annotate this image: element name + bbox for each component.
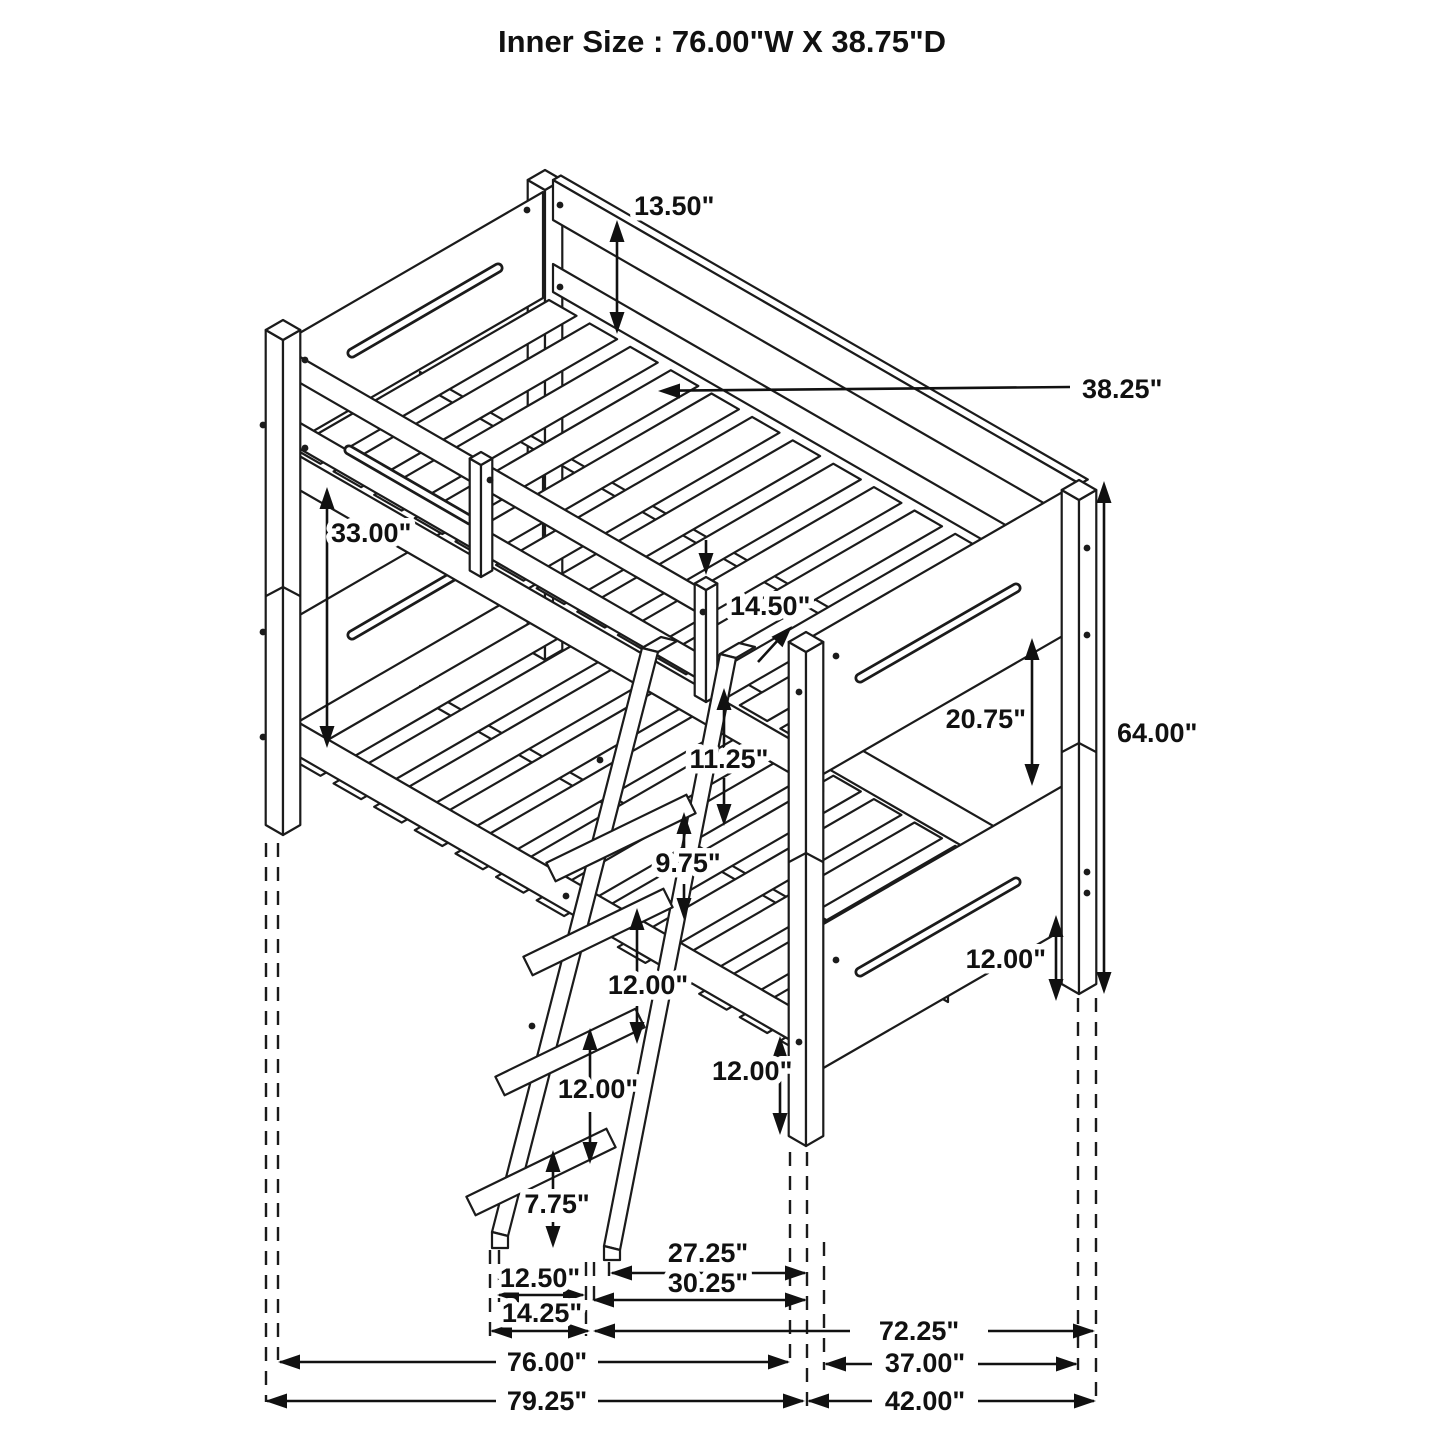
left-post-right-face [283, 330, 300, 835]
dim-overall-width: 79.25" [506, 1386, 588, 1416]
arrowhead [1025, 764, 1040, 786]
dim-footboard-panel: 20.75" [945, 704, 1026, 734]
arrowhead [1049, 979, 1064, 1001]
dim-inner-depth-slats: 38.25" [1082, 374, 1163, 404]
dim-front-post-clearance: 12.00" [712, 1056, 793, 1086]
ladder-foot-left [492, 1232, 508, 1248]
arrowhead [785, 1266, 807, 1281]
arrowhead [773, 1113, 788, 1135]
arrowhead [824, 1357, 846, 1372]
screw-dot [557, 284, 564, 291]
arrowhead [785, 1293, 807, 1308]
right-post-right-face [1079, 490, 1096, 994]
dim-overall-depth: 42.00" [884, 1386, 966, 1416]
dim-rung-spacing-mid: 12.00" [607, 970, 689, 1000]
dim-rail-top-to-slats: 13.50" [634, 191, 715, 221]
screw-dot [487, 477, 494, 484]
dim-guardrail-height: 14.50" [730, 591, 811, 621]
screw-dot [302, 445, 309, 452]
arrowhead [807, 1394, 829, 1409]
dim-inner-width: 76.00" [506, 1347, 588, 1377]
arrowhead [1056, 1357, 1078, 1372]
diagram-title: Inner Size : 76.00"W X 38.75"D [497, 24, 947, 59]
dim-ladder-to-post: 27.25" [667, 1238, 749, 1268]
arrowhead [768, 1355, 790, 1370]
screw-dot [597, 757, 604, 764]
guard-end-post-left-face [695, 584, 706, 703]
dim-ladder-span: 30.25" [667, 1268, 749, 1298]
arrowhead [1097, 972, 1112, 994]
dim-side-floor-clearance: 12.00" [965, 944, 1046, 974]
screw-dot [260, 629, 267, 636]
left-post-left-face [266, 330, 283, 835]
dim-rung-spacing-lower: 12.00" [557, 1074, 639, 1104]
dim-bunk-to-bunk: 33.00" [331, 518, 412, 548]
arrowhead [783, 1394, 805, 1409]
arrowhead [278, 1355, 300, 1370]
right-post-left-face [1062, 490, 1079, 994]
screw-dot [1084, 545, 1091, 552]
screw-dot [557, 202, 564, 209]
dim-footboard-span: 37.00" [884, 1348, 966, 1378]
guard-end-post-mid-left-face [470, 459, 481, 578]
dim-rung-spacing-top: 9.75" [655, 848, 721, 878]
screw-dot [700, 609, 707, 616]
screw-dot [524, 207, 531, 214]
dim-ladder-width: 12.50" [499, 1263, 581, 1293]
dim-ladder-overhang: 14.25" [501, 1298, 583, 1328]
arrowhead [546, 1226, 561, 1248]
dim-overall-height: 64.00" [1117, 718, 1198, 748]
guard-end-post-mid-right-face [481, 459, 492, 578]
screw-dot [260, 734, 267, 741]
screw-dot [260, 422, 267, 429]
screw-dot [833, 957, 840, 964]
screw-dot [1084, 632, 1091, 639]
arrowhead [1073, 1324, 1095, 1339]
arrowhead [610, 1266, 632, 1281]
screw-dot [796, 1039, 803, 1046]
arrowhead [593, 1324, 615, 1339]
front-post-right-face [806, 642, 823, 1146]
dim-rail-to-first-rung: 11.25" [689, 744, 769, 774]
dim-side-length: 72.25" [878, 1316, 960, 1346]
screw-dot [796, 689, 803, 696]
screw-dot [1084, 869, 1091, 876]
screw-dot [563, 893, 570, 900]
dim-ladder-bottom-step: 7.75" [524, 1189, 590, 1219]
screw-dot [302, 357, 309, 364]
screw-dot [1084, 890, 1091, 897]
arrowhead [265, 1394, 287, 1409]
screw-dot [833, 653, 840, 660]
screw-dot [529, 1023, 536, 1030]
arrowhead [1074, 1394, 1096, 1409]
arrowhead [1097, 481, 1112, 503]
arrowhead [592, 1293, 614, 1308]
